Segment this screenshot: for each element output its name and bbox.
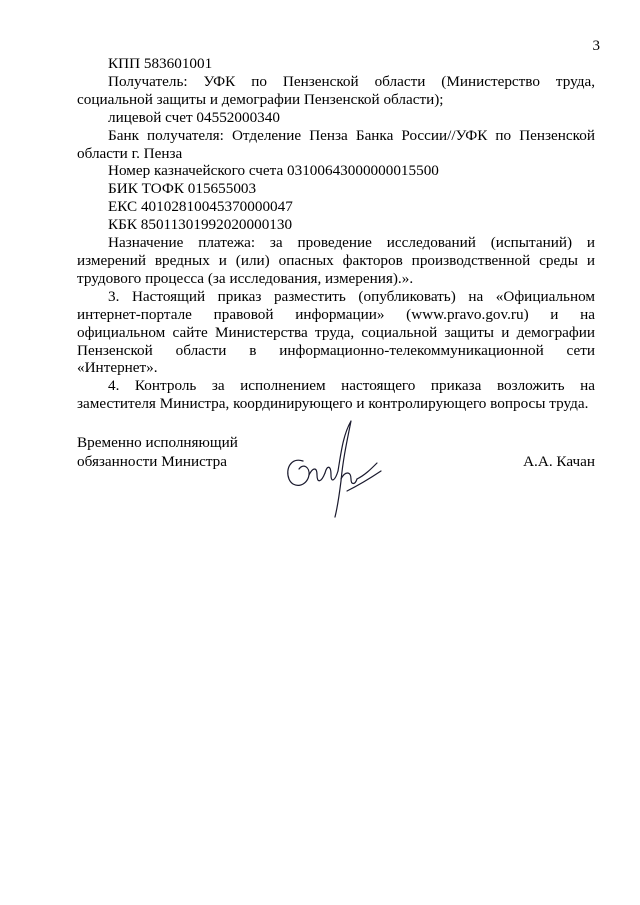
recipient-paragraph: Получатель: УФК по Пензенской области (Министерство труда, социальной защиты и демографии Пензенской области);: [77, 72, 595, 108]
eks-line: ЕКС 40102810045370000047: [108, 198, 293, 216]
signature-block: [77, 433, 595, 533]
signer-title-line-1: Временно исполняющий: [77, 434, 238, 451]
clause-control: 4. Контроль за исполнением настоящего приказа возложить на заместителя Министра, координирующего и контролирующего вопросы труда.: [77, 377, 595, 413]
kpp-line: КПП 583601001: [108, 55, 213, 72]
kbk-line: КБК 85011301992020000130: [108, 216, 293, 234]
handwritten-signature: [277, 413, 397, 523]
bank-paragraph: Банк получателя: Отделение Пенза Банка России//УФК по Пензенской области г. Пенза: [77, 126, 595, 162]
signer-title-line-2: обязанности Министра: [77, 453, 227, 470]
personal-account-line: лицевой счет 04552000340: [108, 108, 280, 126]
signer-name: А.А. Качан: [523, 453, 595, 470]
clause-publication: 3. Настоящий приказ разместить (опубликовать) на «Официальном интернет-портале правовой информации» (www.pravo.gov.ru) и на официальном сайте Министерства труда, социальной защиты и демографии Пензенской области в информационно-телекоммуникационной сети «Интернет».: [77, 287, 595, 377]
signer-title: [77, 433, 267, 471]
bik-line: БИК ТОФК 015655003: [108, 180, 257, 198]
payment-purpose-paragraph: Назначение платежа: за проведение исследований (испытаний) и измерений вредных и (или) опасных факторов производственной среды и трудового процесса (за исследования, измерения).».: [77, 234, 595, 287]
document-body: [77, 55, 595, 413]
page-number: 3: [592, 38, 600, 54]
treasury-account-line: Номер казначейского счета 03100643000000015500: [108, 162, 439, 180]
